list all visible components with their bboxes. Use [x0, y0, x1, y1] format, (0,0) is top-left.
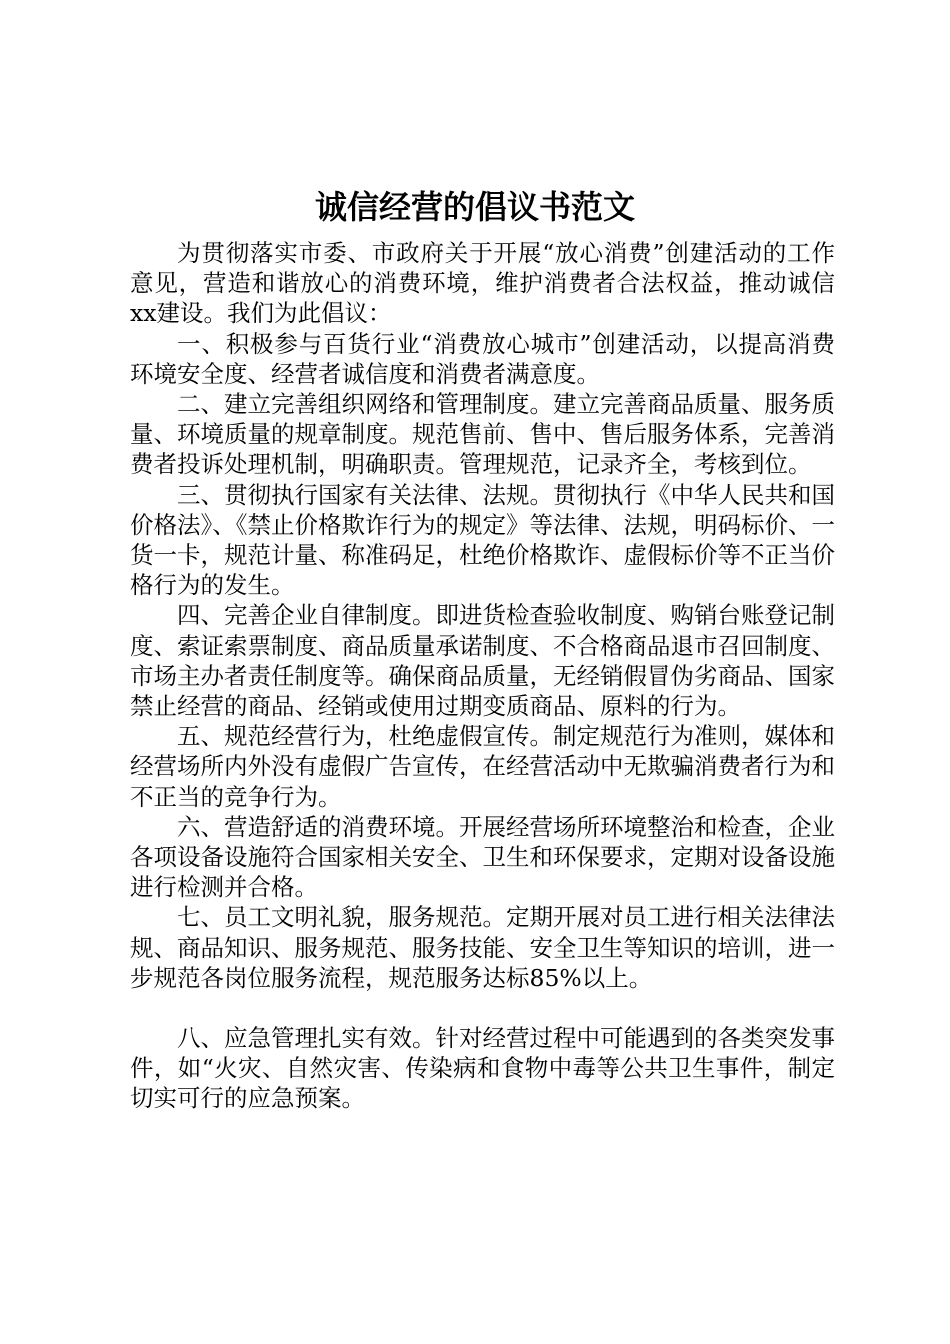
paragraph-7: 七、员工文明礼貌，服务规范。定期开展对员工进行相关法律法规、商品知识、服务规范、服务技能、安全卫生等知识的培训，进一步规范各岗位服务流程，规范服务达标85%以上。: [130, 903, 835, 992]
paragraph-intro: 为贯彻落实市委、市政府关于开展“放心消费”创建活动的工作意见，营造和谐放心的消费环境，维护消费者合法权益，推动诚信xx建设。我们为此倡议：: [130, 239, 835, 328]
paragraph-6: 六、营造舒适的消费环境。开展经营场所环境整治和检查，企业各项设备设施符合国家相关安全、卫生和环保要求，定期对设备设施进行检测并合格。: [130, 812, 835, 902]
paragraph-5: 五、规范经营行为，杜绝虚假宣传。制定规范行为准则，媒体和经营场所内外没有虚假广告宣传，在经营活动中无欺骗消费者行为和不正当的竞争行为。: [130, 722, 835, 811]
paragraph-8: 八、应急管理扎实有效。针对经营过程中可能遇到的各类突发事件，如“火灾、自然灾害、传染病和食物中毒等公共卫生事件，制定切实可行的应急预案。: [130, 1024, 835, 1113]
document-title: 诚信经营的倡议书范文: [314, 188, 635, 226]
paragraph-2: 二、建立完善组织网络和管理制度。建立完善商品质量、服务质量、环境质量的规章制度。规范售前、售中、售后服务体系，完善消费者投诉处理机制，明确职责。管理规范，记录齐全，考核到位。: [130, 390, 835, 479]
paragraph-4: 四、完善企业自律制度。即进货检查验收制度、购销台账登记制度、索证索票制度、商品质量承诺制度、不合格商品退市召回制度、市场主办者责任制度等。确保商品质量，无经销假冒伪劣商品、国家禁止经营的商品、经销或使用过期变质商品、原料的行为。: [130, 601, 835, 721]
paragraph-3: 三、贯彻执行国家有关法律、法规。贯彻执行《中华人民共和国价格法》、《禁止价格欺诈行为的规定》等法律、法规，明码标价、一货一卡，规范计量、称准码足，杜绝价格欺诈、虚假标价等不正当价格行为的发生。: [130, 480, 835, 600]
document-body: [130, 238, 835, 1114]
paragraph-1: 一、积极参与百货行业“消费放心城市”创建活动，以提高消费环境安全度、经营者诚信度和消费者满意度。: [130, 329, 835, 388]
